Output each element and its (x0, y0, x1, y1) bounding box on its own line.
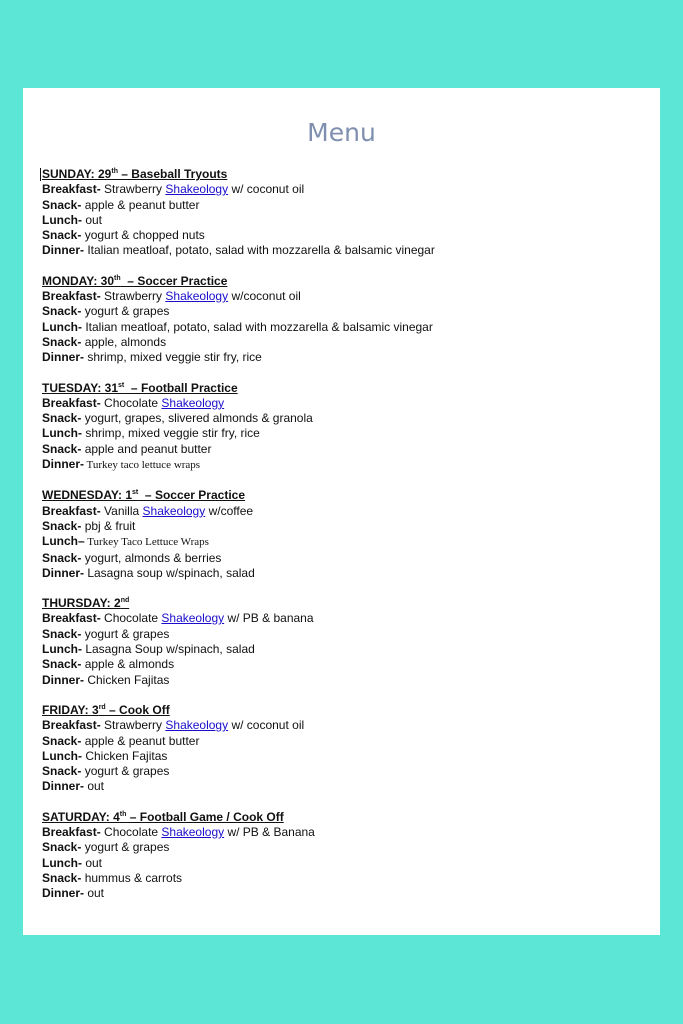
meal-text: yogurt & grapes (81, 626, 170, 641)
meal-label: Snack- (42, 228, 82, 243)
meal-text: apple, almonds (81, 334, 167, 349)
day-heading (42, 167, 642, 182)
date-suffix: th (119, 810, 127, 818)
meal-label: Lunch- (42, 642, 82, 657)
shakeology-link[interactable]: Shakeology (165, 718, 229, 733)
meal-text: out (82, 212, 103, 227)
meal-text: Strawberry (100, 289, 166, 304)
meal-line (42, 182, 642, 197)
meal-line (42, 749, 642, 764)
day-date: MONDAY: 30 (42, 273, 115, 288)
meal-label: Breakfast- (42, 718, 101, 733)
meal-text-after: w/ coconut oil (228, 182, 305, 197)
meal-label: Snack- (42, 441, 82, 456)
meal-line (42, 519, 642, 534)
meal-text: out (82, 855, 103, 870)
page-title: Menu (307, 118, 376, 147)
day-heading (42, 596, 642, 611)
meal-label: Lunch- (42, 212, 82, 227)
day-heading (42, 810, 642, 825)
shakeology-link[interactable]: Shakeology (161, 824, 225, 839)
meal-line (42, 320, 642, 335)
meal-line (42, 840, 642, 855)
day-date: TUESDAY: 31 (42, 380, 119, 395)
meal-label: Dinner- (42, 672, 84, 687)
menu-document (23, 88, 660, 935)
day-section (42, 703, 642, 795)
meal-line (42, 243, 642, 258)
meal-text: apple & peanut butter (81, 197, 200, 212)
day-event: – Soccer Practice (138, 488, 245, 503)
meal-text: apple & almonds (81, 657, 175, 672)
day-event: – Football Game / Cook Off (126, 809, 284, 824)
meal-line (42, 764, 642, 779)
shakeology-link[interactable]: Shakeology (165, 289, 229, 304)
meal-label: Snack- (42, 626, 82, 641)
shakeology-link[interactable]: Shakeology (142, 503, 206, 518)
meal-line (42, 457, 642, 473)
meal-text: apple and peanut butter (81, 441, 212, 456)
meal-text: yogurt, grapes, slivered almonds & granola (81, 411, 313, 426)
meal-text: Turkey taco lettuce wraps (84, 459, 201, 472)
day-section (42, 274, 642, 366)
meal-text: Italian meatloaf, potato, salad with mozzarella & balsamic vinegar (84, 243, 435, 258)
meal-text: apple & peanut butter (81, 733, 200, 748)
day-list (42, 167, 642, 901)
date-suffix: st (118, 381, 125, 389)
meal-text: Strawberry (100, 718, 166, 733)
meal-line (42, 551, 642, 566)
meal-label: Breakfast- (42, 824, 101, 839)
day-date: THURSDAY: 2 (42, 596, 121, 611)
meal-label: Snack- (42, 764, 82, 779)
meal-label: Snack- (42, 334, 82, 349)
meal-text-after: w/coconut oil (228, 289, 301, 304)
meal-label: Snack- (42, 870, 82, 885)
meal-label: Snack- (42, 518, 82, 533)
meal-line (42, 198, 642, 213)
meal-line (42, 442, 642, 457)
meal-text: hummus & carrots (81, 870, 183, 885)
date-suffix: rd (98, 703, 106, 711)
meal-text: out (84, 886, 105, 901)
meal-label: Dinner- (42, 565, 84, 580)
day-section (42, 167, 642, 259)
meal-text-after: w/ PB & Banana (224, 824, 315, 839)
day-date: SUNDAY: 29 (42, 167, 112, 181)
meal-label: Snack- (42, 197, 82, 212)
meal-text-after: w/ PB & banana (224, 611, 314, 626)
meal-text: shrimp, mixed veggie stir fry, rice (82, 426, 260, 441)
meal-text: Lasagna soup w/spinach, salad (84, 565, 255, 580)
meal-line (42, 426, 642, 441)
meal-label: Snack- (42, 657, 82, 672)
day-heading (42, 488, 642, 503)
meal-label: Snack- (42, 733, 82, 748)
meal-label: Dinner- (42, 457, 84, 472)
meal-line (42, 566, 642, 581)
day-date: FRIDAY: 3 (42, 702, 99, 717)
shakeology-link[interactable]: Shakeology (165, 182, 229, 197)
meal-text: shrimp, mixed veggie stir fry, rice (84, 350, 262, 365)
meal-line (42, 673, 642, 688)
day-date: WEDNESDAY: 1 (42, 488, 133, 503)
meal-text: Vanilla (100, 503, 143, 518)
day-date: SATURDAY: 4 (42, 809, 120, 824)
meal-line (42, 734, 642, 749)
day-event: – Baseball Tryouts (117, 167, 228, 181)
day-heading (42, 381, 642, 396)
meal-line (42, 304, 642, 319)
meal-line (42, 504, 642, 519)
meal-line (42, 779, 642, 794)
date-suffix: th (114, 274, 121, 282)
meal-text-after: w/ coconut oil (228, 718, 305, 733)
meal-line (42, 856, 642, 871)
meal-text: yogurt & grapes (81, 764, 170, 779)
meal-text: Chocolate (100, 395, 162, 410)
meal-line (42, 718, 642, 733)
date-suffix: st (132, 489, 139, 497)
meal-line (42, 289, 642, 304)
meal-text: Turkey Taco Lettuce Wraps (84, 536, 209, 549)
meal-label: Dinner- (42, 243, 84, 258)
meal-label: Breakfast- (42, 289, 101, 304)
meal-label: Breakfast- (42, 395, 101, 410)
meal-label: Lunch- (42, 855, 82, 870)
meal-label: Dinner- (42, 350, 84, 365)
meal-label: Lunch- (42, 426, 82, 441)
meal-label: Snack- (42, 550, 82, 565)
meal-line (42, 825, 642, 840)
day-heading (42, 703, 642, 718)
date-suffix: nd (120, 597, 130, 605)
day-section (42, 810, 642, 902)
date-suffix: th (111, 168, 118, 175)
day-section (42, 596, 642, 688)
shakeology-link[interactable]: Shakeology (161, 611, 225, 626)
meal-label: Snack- (42, 840, 82, 855)
meal-text: Italian meatloaf, potato, salad with mozzarella & balsamic vinegar (82, 319, 433, 334)
meal-label: Breakfast- (42, 182, 101, 197)
meal-text-after: w/coffee (205, 503, 254, 518)
meal-line (42, 611, 642, 626)
day-heading (42, 274, 642, 289)
meal-line (42, 350, 642, 365)
meal-line (42, 886, 642, 901)
shakeology-link[interactable]: Shakeology (161, 395, 225, 410)
meal-label: Lunch– (42, 534, 85, 549)
meal-line (42, 642, 642, 657)
meal-text: yogurt & grapes (81, 840, 170, 855)
day-event: – Football Practice (124, 380, 238, 395)
meal-text: Chicken Fajitas (82, 748, 168, 763)
meal-text: pbj & fruit (81, 518, 136, 533)
meal-label: Dinner- (42, 886, 84, 901)
meal-label: Breakfast- (42, 611, 101, 626)
meal-line (42, 411, 642, 426)
meal-line (42, 627, 642, 642)
meal-text: Chocolate (100, 824, 162, 839)
meal-label: Snack- (42, 304, 82, 319)
meal-text: yogurt & grapes (81, 304, 170, 319)
meal-text: out (84, 779, 105, 794)
meal-text: Chocolate (100, 611, 162, 626)
meal-label: Dinner- (42, 779, 84, 794)
meal-text: yogurt, almonds & berries (81, 550, 222, 565)
day-section (42, 488, 642, 581)
meal-label: Snack- (42, 411, 82, 426)
day-event: – Cook Off (105, 702, 170, 717)
meal-line (42, 213, 642, 228)
meal-text: Chicken Fajitas (84, 672, 170, 687)
day-event: – Soccer Practice (120, 273, 228, 288)
meal-line (42, 871, 642, 886)
meal-text: Lasagna Soup w/spinach, salad (82, 642, 255, 657)
meal-line (42, 396, 642, 411)
meal-line (42, 534, 642, 550)
meal-text: yogurt & chopped nuts (81, 228, 205, 243)
meal-text: Strawberry (100, 182, 166, 197)
text-cursor (40, 168, 41, 181)
meal-label: Breakfast- (42, 503, 101, 518)
meal-line (42, 335, 642, 350)
meal-label: Lunch- (42, 319, 82, 334)
meal-line (42, 228, 642, 243)
meal-label: Lunch- (42, 748, 82, 763)
meal-line (42, 657, 642, 672)
day-section (42, 381, 642, 474)
